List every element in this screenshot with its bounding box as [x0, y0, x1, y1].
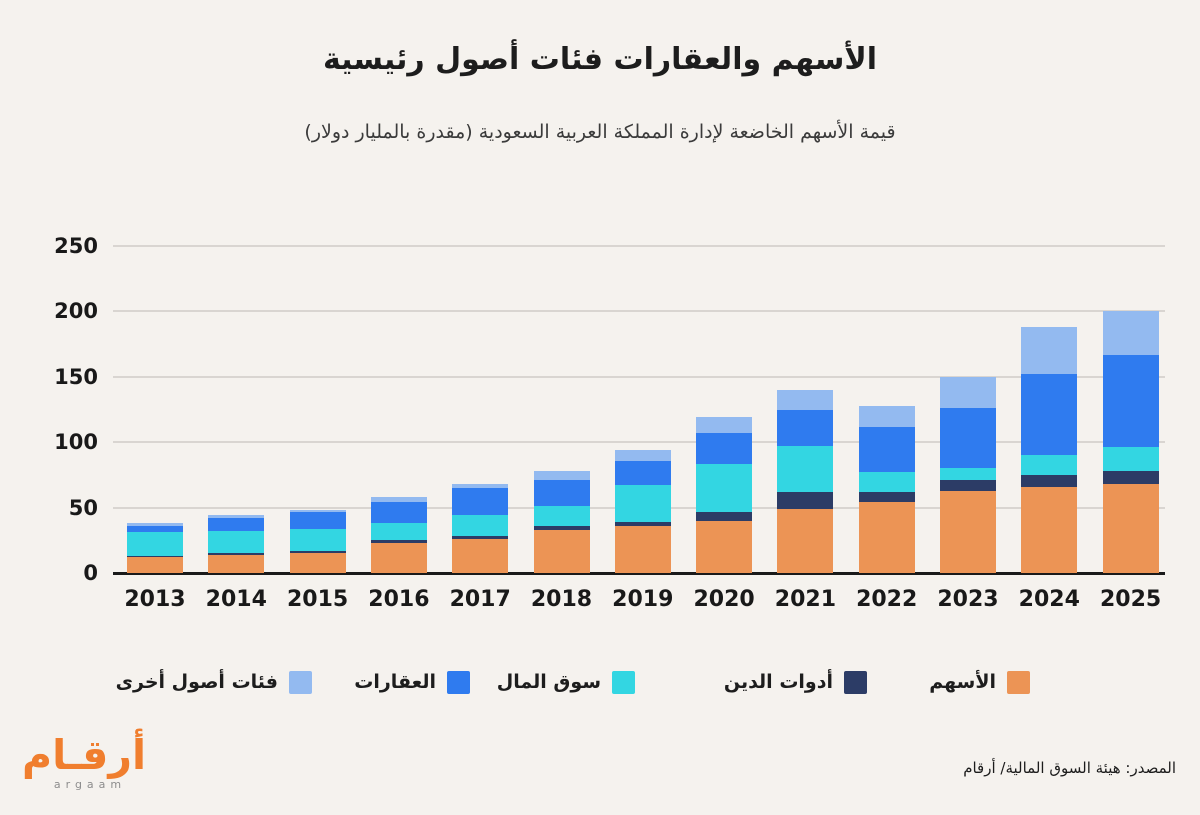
y-tick-label-100: 100: [54, 430, 98, 455]
plot-area: [54, 234, 1165, 612]
bar-segment-2024: [1021, 455, 1077, 475]
bar-segment-2025: [1103, 447, 1159, 471]
x-tick-label-2019: 2019: [612, 587, 674, 612]
bar-segment-2021: [777, 390, 833, 410]
legend-label: سوق المال: [496, 671, 601, 693]
bar-segment-2019: [615, 526, 671, 573]
bar-segment-2024: [1021, 374, 1077, 455]
bar-segment-2020: [696, 417, 752, 433]
chart-subtitle: قيمة الأسهم الخاضعة لإدارة المملكة العربية السعودية (مقدرة بالمليار دولار): [304, 121, 896, 143]
bar-2025: [1103, 311, 1159, 573]
gridline-100: [113, 441, 1165, 443]
bar-segment-2022: [859, 427, 915, 473]
bar-segment-2025: [1103, 471, 1159, 484]
legend-swatch: [1007, 671, 1030, 694]
bar-segment-2018: [534, 471, 590, 480]
bar-segment-2017: [452, 488, 508, 515]
legend-swatch: [612, 671, 635, 694]
bar-segment-2014: [208, 555, 264, 573]
legend-item-2: [497, 660, 635, 704]
bar-2021: [777, 390, 833, 573]
bar-segment-2018: [534, 530, 590, 573]
bar-segment-2022: [859, 502, 915, 573]
bar-segment-2021: [777, 446, 833, 492]
bar-segment-2013: [127, 557, 183, 573]
bar-segment-2022: [859, 472, 915, 492]
bar-segment-2014: [208, 531, 264, 553]
bar-2016: [371, 497, 427, 573]
bar-2017: [452, 484, 508, 573]
argaam-logo-arabic: أرقـام: [22, 731, 146, 779]
bar-segment-2021: [777, 509, 833, 573]
legend-item-3: [724, 660, 867, 704]
argaam-logo-latin: argaam: [53, 778, 127, 792]
bar-segment-2020: [696, 464, 752, 511]
bar-segment-2016: [371, 523, 427, 540]
bar-segment-2023: [940, 408, 996, 468]
bar-segment-2019: [615, 450, 671, 460]
legend-item-0: [116, 660, 312, 704]
x-tick-label-2025: 2025: [1099, 587, 1162, 612]
bar-segment-2025: [1103, 484, 1159, 573]
x-tick-label-2023: 2023: [937, 587, 999, 612]
legend-swatch: [447, 671, 470, 694]
bar-segment-2014: [208, 518, 264, 531]
bar-2020: [696, 417, 752, 573]
legend-label: فئات أصول أخرى: [115, 671, 278, 693]
bar-segment-2024: [1021, 327, 1077, 374]
bar-segment-2020: [696, 433, 752, 464]
legend-swatch: [289, 671, 312, 694]
bar-segment-2023: [940, 480, 996, 490]
y-tick-label-150: 150: [54, 364, 98, 389]
legend-swatch: [844, 671, 867, 694]
bar-segment-2019: [615, 461, 671, 486]
bar-segment-2019: [615, 485, 671, 522]
y-tick-label-50: 50: [68, 495, 98, 520]
bar-segment-2022: [859, 406, 915, 427]
bar-segment-2024: [1021, 475, 1077, 487]
source-note: المصدر: هيئة السوق المالية/ أرقام: [963, 759, 1176, 777]
bar-segment-2023: [940, 491, 996, 573]
bar-segment-2017: [452, 539, 508, 573]
bar-segment-2025: [1103, 355, 1159, 448]
bar-segment-2015: [290, 553, 346, 573]
bar-segment-2021: [777, 492, 833, 509]
bar-segment-2022: [859, 492, 915, 502]
argaam-logo: [22, 731, 146, 792]
bar-segment-2023: [940, 377, 996, 408]
x-tick-label-2020: 2020: [693, 587, 755, 612]
y-tick-label-0: 0: [83, 561, 98, 585]
bar-2015: [290, 510, 346, 573]
bar-segment-2017: [452, 515, 508, 536]
x-tick-label-2016: 2016: [368, 587, 430, 612]
bar-segment-2013: [127, 532, 183, 556]
bar-segment-2018: [534, 506, 590, 526]
bar-segment-2021: [777, 410, 833, 447]
x-tick-label-2024: 2024: [1018, 587, 1080, 612]
x-tick-label-2015: 2015: [286, 587, 349, 612]
gridline-150: [113, 376, 1165, 378]
x-tick-label-2014: 2014: [205, 587, 267, 612]
x-tick-label-2022: 2022: [856, 587, 918, 612]
legend: [0, 660, 1200, 704]
legend-item-1: [354, 660, 470, 704]
bar-2023: [940, 377, 996, 573]
bar-2014: [208, 515, 264, 573]
bar-segment-2025: [1103, 311, 1159, 354]
y-tick-label-250: 250: [54, 234, 98, 258]
bar-2024: [1021, 327, 1077, 573]
legend-item-4: [929, 660, 1030, 704]
bar-segment-2020: [696, 512, 752, 521]
gridline-250: [113, 245, 1165, 247]
x-tick-label-2018: 2018: [530, 587, 593, 612]
bar-segment-2023: [940, 468, 996, 480]
y-tick-label-200: 200: [54, 299, 98, 324]
legend-label: أدوات الدين: [723, 671, 833, 693]
bar-segment-2016: [371, 543, 427, 573]
bar-2018: [534, 471, 590, 573]
bar-segment-2020: [696, 521, 752, 573]
bar-segment-2016: [371, 502, 427, 523]
legend-label: الأسهم: [929, 671, 996, 693]
bar-2019: [615, 450, 671, 573]
x-tick-label-2017: 2017: [449, 587, 511, 612]
legend-label: العقارات: [354, 671, 436, 693]
bar-2013: [127, 523, 183, 573]
gridline-200: [113, 310, 1165, 312]
x-tick-label-2021: 2021: [774, 587, 836, 612]
bar-segment-2018: [534, 480, 590, 506]
chart-title: الأسهم والعقارات فئات أصول رئيسية: [322, 42, 878, 77]
bar-2022: [859, 406, 915, 573]
bar-segment-2015: [290, 512, 346, 529]
x-tick-label-2013: 2013: [124, 587, 186, 612]
bar-segment-2015: [290, 529, 346, 551]
bar-segment-2024: [1021, 487, 1077, 573]
